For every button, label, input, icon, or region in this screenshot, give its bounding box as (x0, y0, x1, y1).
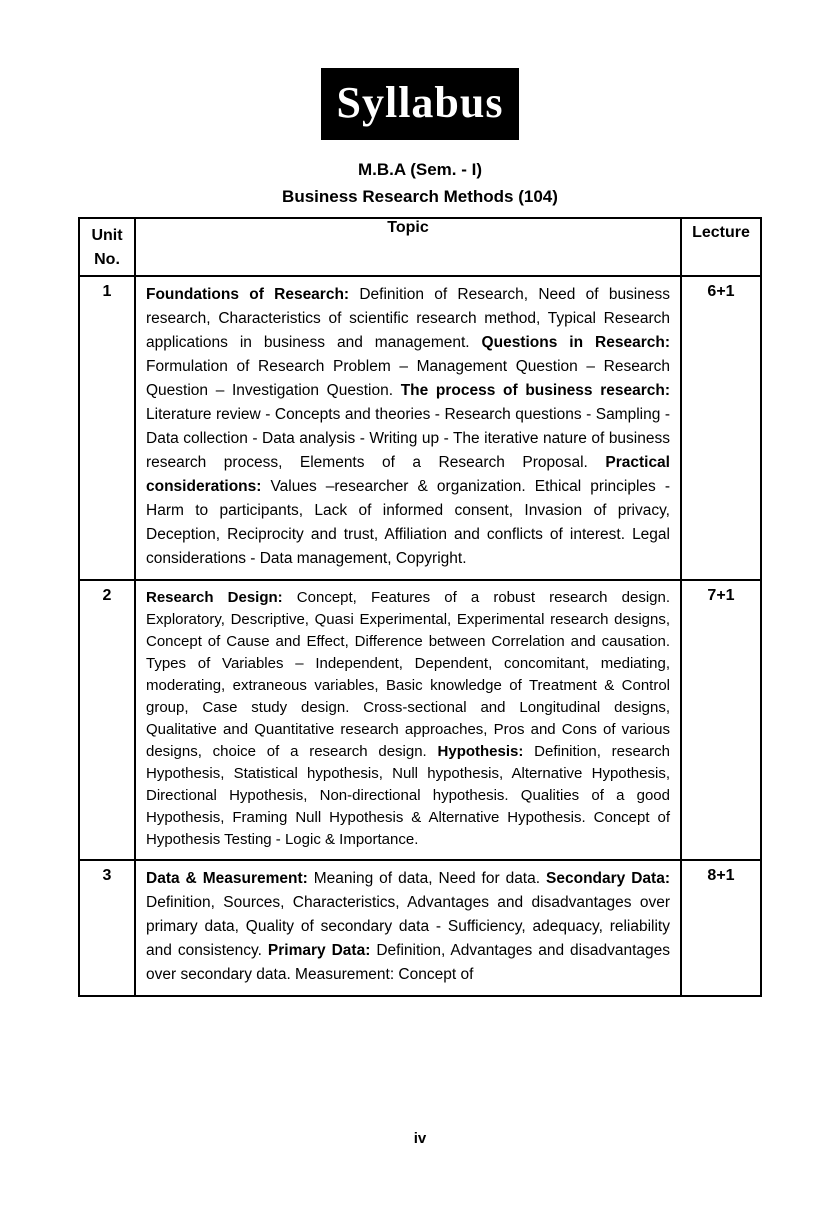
topic-heading: Foundations of Research: (146, 286, 360, 303)
course-heading: Business Research Methods (104) (282, 187, 558, 206)
topic-heading: Data & Measurement: (146, 870, 314, 887)
unit-number: 2 (79, 580, 135, 860)
topic-body: Definition, Advantages and disadvantages over secondary data. Measurement: Concept of (146, 942, 670, 983)
topic-body: Values –researcher & organization. Ethical principles - Harm to participants, Lack of informed consent, Invasion of privacy, Deception, Reciprocity and trust, Affiliation and conflicts of interest. Legal considerations - Data management, Copyright. (146, 478, 670, 567)
lecture-count: 8+1 (681, 860, 761, 996)
topic-body: Definition of Research, Need of business research, Characteristics of scientific research method, Typical Research applications in business and management. (146, 286, 670, 351)
topic-heading: Questions in Research: (481, 334, 670, 351)
table-body (79, 276, 761, 996)
topic-heading: Primary Data: (267, 942, 377, 959)
topic-heading: Practical considerations: (146, 454, 670, 495)
topic-body: Definition, research Hypothesis, Statistical hypothesis, Null hypothesis, Alternative Hypothesis, Directional Hypothesis, Non-directional hypothesis. Qualities of a good Hypothesis, Framing Null Hypothesis & Alternative Hypothesis. Concept of Hypothesis Testing - Logic & Importance. (146, 743, 670, 848)
topic-text (135, 276, 681, 580)
topic-heading: Research Design: (146, 589, 297, 606)
unit-number: 1 (79, 276, 135, 580)
topic-heading: Hypothesis: (437, 743, 535, 760)
topic-text (135, 860, 681, 996)
syllabus-banner: Syllabus (321, 68, 519, 140)
page-number: iv (413, 1130, 427, 1147)
topic-heading: The process of business research: (400, 382, 670, 399)
topic-heading: Secondary Data: (546, 870, 670, 887)
lecture-count: 7+1 (681, 580, 761, 860)
unit-no-header (79, 218, 135, 276)
topic-body: Definition, Sources, Characteristics, Advantages and disadvantages over primary data, Quality of secondary data - Sufficiency, adequacy, reliability and consistency. (146, 894, 670, 959)
unit-header-line2: No. (94, 251, 120, 268)
program-heading: M.B.A (Sem. - I) (357, 160, 483, 179)
topic-body: Meaning of data, Need for data. (313, 870, 547, 887)
lecture-count: 6+1 (681, 276, 761, 580)
lecture-header: Lecture (681, 218, 761, 276)
unit-number: 3 (79, 860, 135, 996)
topic-body: Formulation of Research Problem – Management Question – Research Question – Investigation Question. (146, 358, 670, 399)
table-row (79, 276, 761, 580)
table-row (79, 860, 761, 996)
table-row (79, 580, 761, 860)
topic-body: Literature review - Concepts and theories - Research questions - Sampling - Data collection - Data analysis - Writing up - The iterative nature of business research process, Elements of a Research Proposal. (146, 406, 670, 471)
table-header-row (79, 218, 761, 276)
topic-body: Concept, Features of a robust research design. Exploratory, Descriptive, Quasi Experimental, Experimental research designs, Concept of Cause and Effect, Difference between Correlation and causation. Types of Variables – Independent, Dependent, concomitant, mediating, moderating, extraneous variables, Basic knowledge of Treatment & Control group, Case study design. Cross-sectional and Longitudinal designs, Qualitative and Quantitative research approaches, Pros and Cons of various designs, choice of a research design. (146, 589, 670, 760)
topic-header: Topic (135, 218, 681, 276)
syllabus-table (78, 217, 762, 997)
unit-header-line1: Unit (91, 227, 123, 244)
topic-text (135, 580, 681, 860)
